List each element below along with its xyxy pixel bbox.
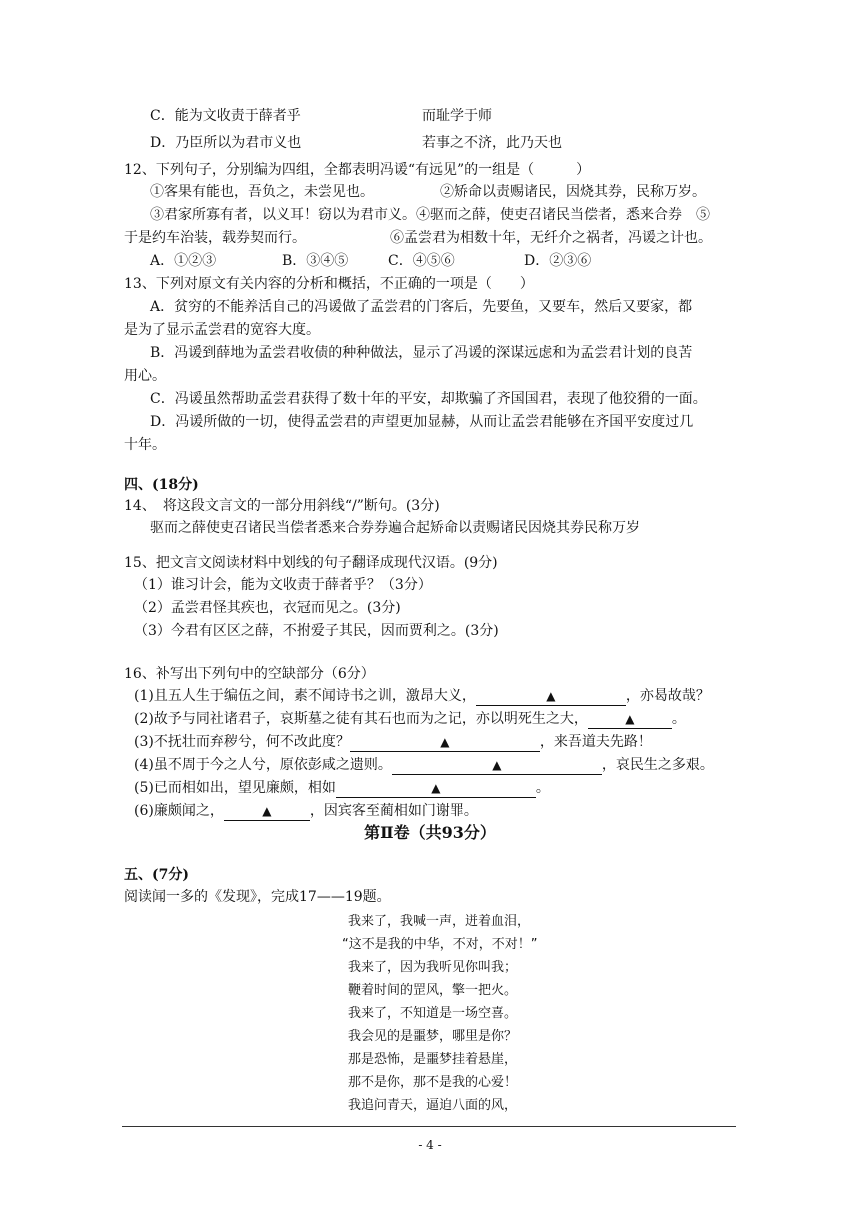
q16-blank-2[interactable] (588, 711, 672, 729)
q14-stem: 14、 将这段文言文的一部分用斜线“/”断句。(3分) (124, 498, 440, 514)
q16-item-5 (134, 778, 550, 798)
q15-stem: 15、把文言文阅读材料中划线的句子翻译成现代汉语。(9分) (124, 555, 498, 571)
section-5-intro: 阅读闻一多的《发现》，完成17——19题。 (124, 889, 391, 905)
poem-line-9: 我追问青天，逼迫八面的风， (348, 1098, 518, 1113)
q16-item-1 (134, 686, 710, 706)
q13-option-d-cont: 十年。 (124, 437, 166, 453)
q16-blank-4[interactable] (392, 757, 602, 775)
poem-line-6: 我会见的是噩梦，哪里是你？ (348, 1029, 518, 1044)
q11-option-d: D．乃臣所以为君市义也 (150, 135, 302, 151)
triangle-marker-icon: ▲ (492, 758, 502, 772)
q16-item-6 (134, 801, 478, 821)
q11-option-d-right: 若事之不济，此乃天也 (422, 135, 562, 151)
q12-sentence-5-cont: 于是约车治装，载券契而行。 (124, 230, 306, 246)
page-number: - 4 - (418, 1138, 442, 1152)
q16-blank-3[interactable] (350, 734, 540, 752)
triangle-marker-icon: ▲ (546, 689, 556, 703)
q13-option-c: C．冯谖虽然帮助孟尝君获得了数十年的平安，却欺骗了齐国国君，表现了他狡猾的一面。 (150, 391, 707, 407)
q16-item-3-text: (3)不抚壮而弃秽兮，何不改此度？ (134, 734, 350, 750)
q16-blank-1[interactable] (476, 688, 626, 706)
q13-option-a: A．贫穷的不能养活自己的冯谖做了孟尝君的门客后，先要鱼，又要车，然后又要家，都 (150, 299, 693, 315)
q16-item-6-tail: ，因宾客至蔺相如门谢罪。 (309, 803, 478, 819)
q16-item-4 (134, 755, 714, 775)
q16-stem: 16、补写出下列句中的空缺部分（6分） (124, 666, 375, 682)
triangle-marker-icon: ▲ (262, 804, 272, 818)
poem-line-2: “这不是我的中华，不对，不对！” (342, 937, 538, 952)
q12-sentence-1: ①客果有能也，吾负之，未尝见也。 (150, 184, 374, 200)
q12-sentence-2: ②矫命以责赐诸民，因烧其券，民称万岁。 (440, 184, 706, 200)
triangle-marker-icon: ▲ (625, 712, 635, 726)
q13-option-b-cont: 用心。 (124, 368, 166, 384)
q14-passage: 驱而之薛使吏召诸民当偿者悉来合券券遍合起矫命以责赐诸民因烧其券民称万岁 (150, 520, 640, 536)
poem-line-8: 那不是你，那不是我的心爱！ (348, 1075, 518, 1090)
poem-line-7: 那是恐怖，是噩梦挂着悬崖， (348, 1052, 518, 1067)
q12-option-c: C．④⑤⑥ (388, 253, 455, 269)
triangle-marker-icon: ▲ (431, 781, 441, 795)
q12-option-d: D．②③⑥ (524, 253, 592, 269)
q12-sentence-6: ⑥孟尝君为相数十年，无纤介之祸者，冯谖之计也。 (390, 230, 712, 246)
q16-item-2-tail: 。 (671, 711, 686, 727)
q13-option-a-cont: 是为了显示孟尝君的宽容大度。 (124, 322, 320, 338)
q16-item-4-tail: ，哀民生之多艰。 (601, 757, 714, 773)
poem-line-5: 我来了，不知道是一场空喜。 (348, 1006, 518, 1021)
q16-item-4-text: (4)虽不周于今之人兮，原依彭咸之遗则。 (134, 757, 392, 773)
q15-item-2: （2）孟尝君怪其疾也，衣冠而见之。(3分) (134, 600, 401, 616)
poem-line-4: 鞭着时间的罡风，擎一把火。 (348, 983, 518, 998)
q12-sentences-3-5: ③君家所寡有者，以义耳！窃以为君市义。④驱而之薛，使吏召诸民当偿者，悉来合券 ⑤ (150, 207, 710, 223)
footer-divider (122, 1126, 736, 1127)
q16-item-2 (134, 709, 686, 729)
poem-line-1: 我来了，我喊一声，迸着血泪， (348, 914, 531, 929)
q12-option-a: A．①②③ (150, 253, 217, 269)
q15-item-3: （3）今君有区区之薛，不拊爱子其民，因而贾利之。(3分) (134, 623, 499, 639)
q16-item-2-text: (2)故予与同社诸君子，哀斯墓之徒有其石也而为之记，亦以明死生之大， (134, 711, 588, 727)
section-5-heading: 五、(7分) (124, 867, 189, 883)
q12-stem: 12、下列句子，分别编为四组，全都表明冯谖“有远见”的一组是（ ） (124, 162, 591, 178)
q13-option-d: D．冯谖所做的一切，使得孟尝君的声望更加显赫，从而让孟尝君能够在齐国平安度过几 (150, 414, 694, 430)
q16-item-5-text: (5)已而相如出，望见廉颇，相如 (134, 780, 336, 796)
poem-line-3: 我来了，因为我听见你叫我； (348, 960, 518, 975)
volume-2-heading: 第Ⅱ卷（共93分） (364, 823, 496, 842)
q13-option-b: B．冯谖到薛地为孟尝君收债的种种做法，显示了冯谖的深谋远虑和为孟尝君计划的良苦 (150, 345, 693, 361)
q16-blank-5[interactable] (336, 780, 536, 798)
q16-item-5-tail: 。 (535, 780, 550, 796)
q16-item-6-text: (6)廉颇闻之， (134, 803, 224, 819)
q16-item-1-tail: ，亦曷故哉？ (625, 688, 710, 704)
q11-option-c: C．能为文收责于薛者乎 (150, 108, 301, 124)
q16-item-1-text: (1)且五人生于编伍之间，素不闻诗书之训，激昂大义， (134, 688, 476, 704)
section-4-heading: 四、(18分) (124, 477, 199, 493)
q16-item-3-tail: ，来吾道夫先路！ (539, 734, 652, 750)
q11-option-c-right: 而耻学于师 (422, 108, 492, 124)
q15-item-1: （1）谁习计会，能为文收责于薛者乎？（3分） (134, 577, 432, 593)
q13-stem: 13、下列对原文有关内容的分析和概括，不正确的一项是（ ） (124, 276, 534, 292)
q16-blank-6[interactable] (224, 803, 310, 821)
q12-option-b: B．③④⑤ (282, 253, 349, 269)
q16-item-3 (134, 732, 652, 752)
triangle-marker-icon: ▲ (440, 735, 450, 749)
